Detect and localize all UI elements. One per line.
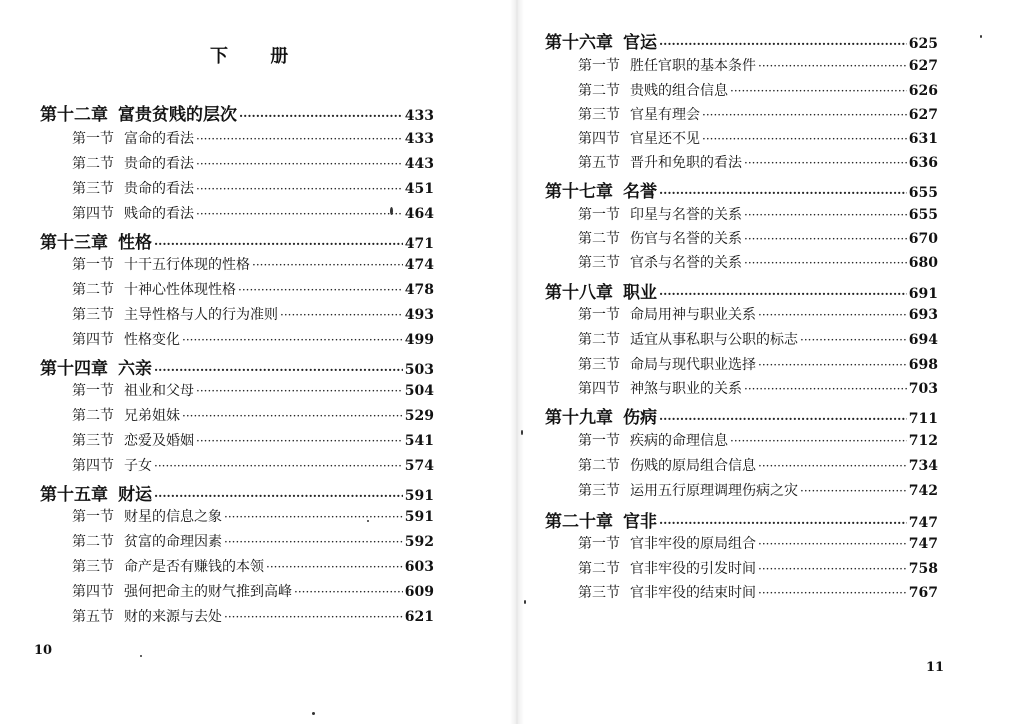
- section-title: 贵贱的组合信息: [630, 83, 728, 99]
- chapter-number: 第十二章: [40, 105, 108, 125]
- toc-page-number: 503: [404, 362, 434, 378]
- toc-page-number: 627: [908, 107, 938, 123]
- toc-entry-label: [72, 254, 250, 274]
- toc-entry-label: [40, 228, 152, 253]
- section-number: 第二节: [72, 534, 114, 550]
- dot-leader: [758, 562, 907, 576]
- toc-chapter-entry: [40, 354, 434, 379]
- section-number: 第一节: [72, 509, 114, 525]
- dot-leader: [730, 434, 907, 448]
- chapter-number: 第十五章: [40, 485, 108, 505]
- section-number: 第一节: [72, 257, 114, 273]
- page-number-left: 10: [34, 643, 53, 658]
- section-title: 财的来源与去处: [124, 609, 222, 625]
- dot-leader: [800, 333, 907, 347]
- section-number: 第四节: [72, 584, 114, 600]
- section-title: 官非牢役的结束时间: [630, 585, 756, 601]
- scan-speck: [367, 520, 369, 522]
- chapter-title: 富贵贫贱的层次: [118, 105, 237, 125]
- toc-section-entry: [578, 104, 938, 124]
- dot-leader: [196, 434, 403, 448]
- section-number: 第二节: [578, 83, 620, 99]
- chapter-title: 官非: [623, 512, 657, 532]
- toc-section-entry: [72, 455, 434, 475]
- toc-entry-label: [40, 100, 237, 125]
- toc-chapter-entry: [545, 507, 938, 532]
- section-number: 第一节: [578, 536, 620, 552]
- dot-leader: [800, 484, 907, 498]
- toc-entry-label: [72, 581, 292, 601]
- section-title: 贵命的看法: [124, 156, 194, 172]
- toc-entry-label: [578, 304, 756, 324]
- section-title: 命产是否有赚钱的本领: [124, 559, 264, 575]
- toc-entry-label: [578, 152, 742, 172]
- chapter-number: 第十七章: [545, 182, 613, 202]
- toc-entry-label: [72, 329, 180, 349]
- toc-section-entry: [72, 380, 434, 400]
- dot-leader: [659, 516, 907, 530]
- section-number: 第三节: [72, 433, 114, 449]
- section-number: 第二节: [578, 231, 620, 247]
- toc-section-entry: [72, 531, 434, 551]
- section-number: 第二节: [72, 156, 114, 172]
- dot-leader: [659, 287, 907, 301]
- dot-leader: [280, 308, 403, 322]
- toc-section-entry: [72, 556, 434, 576]
- section-title: 运用五行原理调理伤病之灾: [630, 483, 798, 499]
- section-title: 晋升和免职的看法: [630, 155, 742, 171]
- section-title: 胜任官职的基本条件: [630, 58, 756, 74]
- section-number: 第三节: [72, 307, 114, 323]
- section-number: 第五节: [72, 609, 114, 625]
- toc-entry-label: [72, 203, 194, 223]
- toc-entry-label: [545, 507, 657, 532]
- toc-page-number: 626: [908, 83, 938, 99]
- dot-leader: [744, 382, 907, 396]
- toc-page-number: 478: [404, 282, 434, 298]
- dot-leader: [659, 37, 907, 51]
- toc-entry-label: [578, 55, 756, 75]
- section-title: 十神心性体现性格: [124, 282, 236, 298]
- toc-chapter-entry: [40, 100, 434, 125]
- section-number: 第二节: [578, 561, 620, 577]
- section-title: 子女: [124, 458, 152, 474]
- chapter-number: 第十六章: [545, 33, 613, 53]
- section-number: 第四节: [578, 131, 620, 147]
- toc-chapter-entry: [40, 228, 434, 253]
- toc-entry-label: [72, 304, 278, 324]
- section-number: 第四节: [72, 332, 114, 348]
- chapter-title: 伤病: [623, 408, 657, 428]
- section-number: 第三节: [578, 107, 620, 123]
- chapter-title: 职业: [623, 283, 657, 303]
- section-number: 第三节: [578, 585, 620, 601]
- toc-entry-label: [545, 177, 657, 202]
- toc-page-number: 499: [404, 332, 434, 348]
- section-title: 官非牢役的引发时间: [630, 561, 756, 577]
- toc-entry-label: [72, 556, 264, 576]
- section-number: 第三节: [578, 357, 620, 373]
- section-number: 第一节: [578, 58, 620, 74]
- toc-section-entry: [578, 152, 938, 172]
- scan-speck: [980, 35, 982, 38]
- toc-page-number: 680: [908, 255, 938, 271]
- chapter-number: 第十四章: [40, 359, 108, 379]
- toc-entry-label: [72, 153, 194, 173]
- section-title: 贵命的看法: [124, 181, 194, 197]
- toc-page-number: 504: [404, 383, 434, 399]
- toc-entry-label: [578, 228, 742, 248]
- dot-leader: [758, 586, 907, 600]
- section-number: 第一节: [72, 131, 114, 147]
- section-number: 第四节: [578, 381, 620, 397]
- toc-page-number: 734: [908, 458, 938, 474]
- toc-entry-label: [72, 178, 194, 198]
- dot-leader: [744, 156, 907, 170]
- dot-leader: [196, 384, 403, 398]
- dot-leader: [224, 535, 403, 549]
- dot-leader: [730, 84, 907, 98]
- toc-page-number: 747: [908, 536, 938, 552]
- toc-section-entry: [578, 455, 938, 475]
- scan-speck: [390, 207, 393, 215]
- section-number: 第一节: [578, 307, 620, 323]
- dot-leader: [744, 232, 907, 246]
- chapter-number: 第十八章: [545, 283, 613, 303]
- dot-leader: [196, 157, 403, 171]
- toc-section-entry: [578, 55, 938, 75]
- toc-page-number: 451: [404, 181, 434, 197]
- toc-entry-label: [578, 252, 742, 272]
- right-page: [512, 0, 1024, 724]
- toc-entry-label: [72, 380, 194, 400]
- toc-section-entry: [578, 558, 938, 578]
- toc-chapter-entry: [545, 278, 938, 303]
- toc-entry-label: [72, 128, 194, 148]
- dot-leader: [224, 510, 403, 524]
- dot-leader: [266, 560, 403, 574]
- dot-leader: [154, 237, 403, 251]
- toc-section-entry: [72, 329, 434, 349]
- toc-entry-label: [578, 329, 798, 349]
- toc-page-number: 591: [404, 509, 434, 525]
- dot-leader: [758, 537, 907, 551]
- section-number: 第一节: [578, 433, 620, 449]
- toc-page-number: 474: [404, 257, 434, 273]
- section-title: 伤官与名誉的关系: [630, 231, 742, 247]
- dot-leader: [182, 409, 403, 423]
- chapter-title: 官运: [623, 33, 657, 53]
- toc-section-entry: [72, 203, 434, 223]
- dot-leader: [702, 108, 907, 122]
- scan-speck: [524, 600, 526, 604]
- toc-section-entry: [72, 581, 434, 601]
- toc-page-number: 691: [908, 286, 938, 302]
- section-title: 官星有理会: [630, 107, 700, 123]
- dot-leader: [758, 59, 907, 73]
- toc-entry-label: [40, 480, 152, 505]
- toc-entry-label: [545, 403, 657, 428]
- toc-page-number: 627: [908, 58, 938, 74]
- dot-leader: [744, 256, 907, 270]
- toc-entry-label: [72, 531, 222, 551]
- toc-page-number: 471: [404, 236, 434, 252]
- toc-page-number: 574: [404, 458, 434, 474]
- scan-speck: [140, 655, 142, 657]
- section-title: 财星的信息之象: [124, 509, 222, 525]
- section-title: 恋爱及婚姻: [124, 433, 194, 449]
- toc-entry-label: [40, 354, 152, 379]
- dot-leader: [196, 132, 403, 146]
- toc-page-number: 464: [404, 206, 434, 222]
- toc-page-number: 433: [404, 108, 434, 124]
- dot-leader: [252, 258, 403, 272]
- toc-entry-label: [578, 104, 700, 124]
- section-number: 第二节: [578, 458, 620, 474]
- dot-leader: [196, 207, 403, 221]
- toc-entry-label: [578, 582, 756, 602]
- toc-entry-label: [72, 455, 152, 475]
- section-number: 第三节: [578, 483, 620, 499]
- toc-section-entry: [72, 606, 434, 626]
- chapter-title: 六亲: [118, 359, 152, 379]
- dot-leader: [238, 283, 403, 297]
- toc-entry-label: [578, 80, 728, 100]
- toc-section-entry: [578, 329, 938, 349]
- dot-leader: [182, 333, 403, 347]
- toc-entry-label: [578, 430, 728, 450]
- section-title: 疾病的命理信息: [630, 433, 728, 449]
- section-title: 命局与现代职业选择: [630, 357, 756, 373]
- toc-entry-label: [72, 606, 222, 626]
- section-title: 命局用神与职业关系: [630, 307, 756, 323]
- toc-entry-label: [578, 204, 742, 224]
- section-title: 主导性格与人的行为准则: [124, 307, 278, 323]
- toc-section-entry: [72, 405, 434, 425]
- section-title: 神煞与职业的关系: [630, 381, 742, 397]
- dot-leader: [659, 186, 907, 200]
- dot-leader: [758, 308, 907, 322]
- toc-section-entry: [72, 506, 434, 526]
- toc-section-entry: [578, 480, 938, 500]
- section-title: 富命的看法: [124, 131, 194, 147]
- toc-section-entry: [72, 304, 434, 324]
- toc-page-number: 694: [908, 332, 938, 348]
- section-title: 十干五行体现的性格: [124, 257, 250, 273]
- section-number: 第五节: [578, 155, 620, 171]
- toc-entry-label: [578, 480, 798, 500]
- section-title: 祖业和父母: [124, 383, 194, 399]
- toc-entry-label: [72, 405, 180, 425]
- section-title: 印星与名誉的关系: [630, 207, 742, 223]
- toc-section-entry: [578, 378, 938, 398]
- toc-page-number: 621: [404, 609, 434, 625]
- toc-chapter-entry: [40, 480, 434, 505]
- toc-entry-label: [545, 278, 657, 303]
- toc-page-number: 758: [908, 561, 938, 577]
- toc-page-number: 443: [404, 156, 434, 172]
- toc-page-number: 693: [908, 307, 938, 323]
- toc-page-number: 655: [908, 207, 938, 223]
- toc-section-entry: [72, 178, 434, 198]
- toc-page-number: 592: [404, 534, 434, 550]
- dot-leader: [744, 208, 907, 222]
- toc-section-entry: [578, 430, 938, 450]
- toc-page-number: 636: [908, 155, 938, 171]
- toc-page-number: 493: [404, 307, 434, 323]
- toc-section-entry: [578, 354, 938, 374]
- dot-leader: [702, 132, 907, 146]
- dot-leader: [224, 610, 403, 624]
- section-title: 强何把命主的财气推到高峰: [124, 584, 292, 600]
- section-title: 伤贱的原局组合信息: [630, 458, 756, 474]
- toc-chapter-entry: [545, 28, 938, 53]
- chapter-number: 第十九章: [545, 408, 613, 428]
- toc-page-number: 747: [908, 515, 938, 531]
- section-title: 官非牢役的原局组合: [630, 536, 756, 552]
- toc-page-number: 591: [404, 488, 434, 504]
- toc-page-number: 655: [908, 185, 938, 201]
- toc-entry-label: [578, 378, 742, 398]
- toc-section-entry: [72, 153, 434, 173]
- toc-chapter-entry: [545, 177, 938, 202]
- toc-entry-label: [72, 506, 222, 526]
- section-title: 适宜从事私职与公职的标志: [630, 332, 798, 348]
- section-number: 第一节: [578, 207, 620, 223]
- dot-leader: [154, 363, 403, 377]
- section-title: 官星还不见: [630, 131, 700, 147]
- toc-section-entry: [578, 80, 938, 100]
- dot-leader: [659, 412, 907, 426]
- section-number: 第四节: [72, 458, 114, 474]
- toc-section-entry: [578, 582, 938, 602]
- toc-page-number: 742: [908, 483, 938, 499]
- toc-page-number: 698: [908, 357, 938, 373]
- dot-leader: [154, 489, 403, 503]
- toc-page-number: 625: [908, 36, 938, 52]
- dot-leader: [154, 459, 403, 473]
- chapter-title: 名誉: [623, 182, 657, 202]
- toc-entry-label: [578, 455, 756, 475]
- section-title: 兄弟姐妹: [124, 408, 180, 424]
- toc-entry-label: [578, 354, 756, 374]
- toc-page-number: 529: [404, 408, 434, 424]
- toc-section-entry: [72, 128, 434, 148]
- toc-entry-label: [578, 533, 756, 553]
- scan-speck: [521, 430, 523, 435]
- toc-page-number: 712: [908, 433, 938, 449]
- toc-page-number: 767: [908, 585, 938, 601]
- toc-page-number: 433: [404, 131, 434, 147]
- toc-section-entry: [578, 204, 938, 224]
- dot-leader: [196, 182, 403, 196]
- chapter-number: 第二十章: [545, 512, 613, 532]
- toc-section-entry: [72, 254, 434, 274]
- toc-section-entry: [72, 430, 434, 450]
- toc-page-number: 603: [404, 559, 434, 575]
- toc-page-number: 703: [908, 381, 938, 397]
- section-number: 第三节: [578, 255, 620, 271]
- toc-page-number: 609: [404, 584, 434, 600]
- toc-entry-label: [578, 128, 700, 148]
- toc-section-entry: [578, 128, 938, 148]
- toc-section-entry: [72, 279, 434, 299]
- section-title: 官杀与名誉的关系: [630, 255, 742, 271]
- section-number: 第二节: [578, 332, 620, 348]
- toc-entry-label: [72, 279, 236, 299]
- toc-page-number: 711: [908, 411, 938, 427]
- toc-page-number: 541: [404, 433, 434, 449]
- toc-section-entry: [578, 228, 938, 248]
- toc-section-entry: [578, 252, 938, 272]
- scan-speck: [312, 712, 315, 715]
- dot-leader: [239, 109, 403, 123]
- section-number: 第三节: [72, 181, 114, 197]
- toc-section-entry: [578, 304, 938, 324]
- toc-entry-label: [545, 28, 657, 53]
- page-number-right: 11: [926, 660, 945, 675]
- toc-entry-label: [578, 558, 756, 578]
- toc-chapter-entry: [545, 403, 938, 428]
- dot-leader: [758, 459, 907, 473]
- section-number: 第四节: [72, 206, 114, 222]
- chapter-title: 财运: [118, 485, 152, 505]
- section-title: 贫富的命理因素: [124, 534, 222, 550]
- section-number: 第二节: [72, 408, 114, 424]
- volume-title: 下 册: [210, 46, 307, 67]
- chapter-title: 性格: [118, 233, 152, 253]
- chapter-number: 第十三章: [40, 233, 108, 253]
- section-number: 第二节: [72, 282, 114, 298]
- section-number: 第三节: [72, 559, 114, 575]
- toc-page-number: 631: [908, 131, 938, 147]
- toc-page-number: 670: [908, 231, 938, 247]
- dot-leader: [294, 585, 403, 599]
- dot-leader: [758, 358, 907, 372]
- section-number: 第一节: [72, 383, 114, 399]
- section-title: 贱命的看法: [124, 206, 194, 222]
- toc-entry-label: [72, 430, 194, 450]
- toc-section-entry: [578, 533, 938, 553]
- section-title: 性格变化: [124, 332, 180, 348]
